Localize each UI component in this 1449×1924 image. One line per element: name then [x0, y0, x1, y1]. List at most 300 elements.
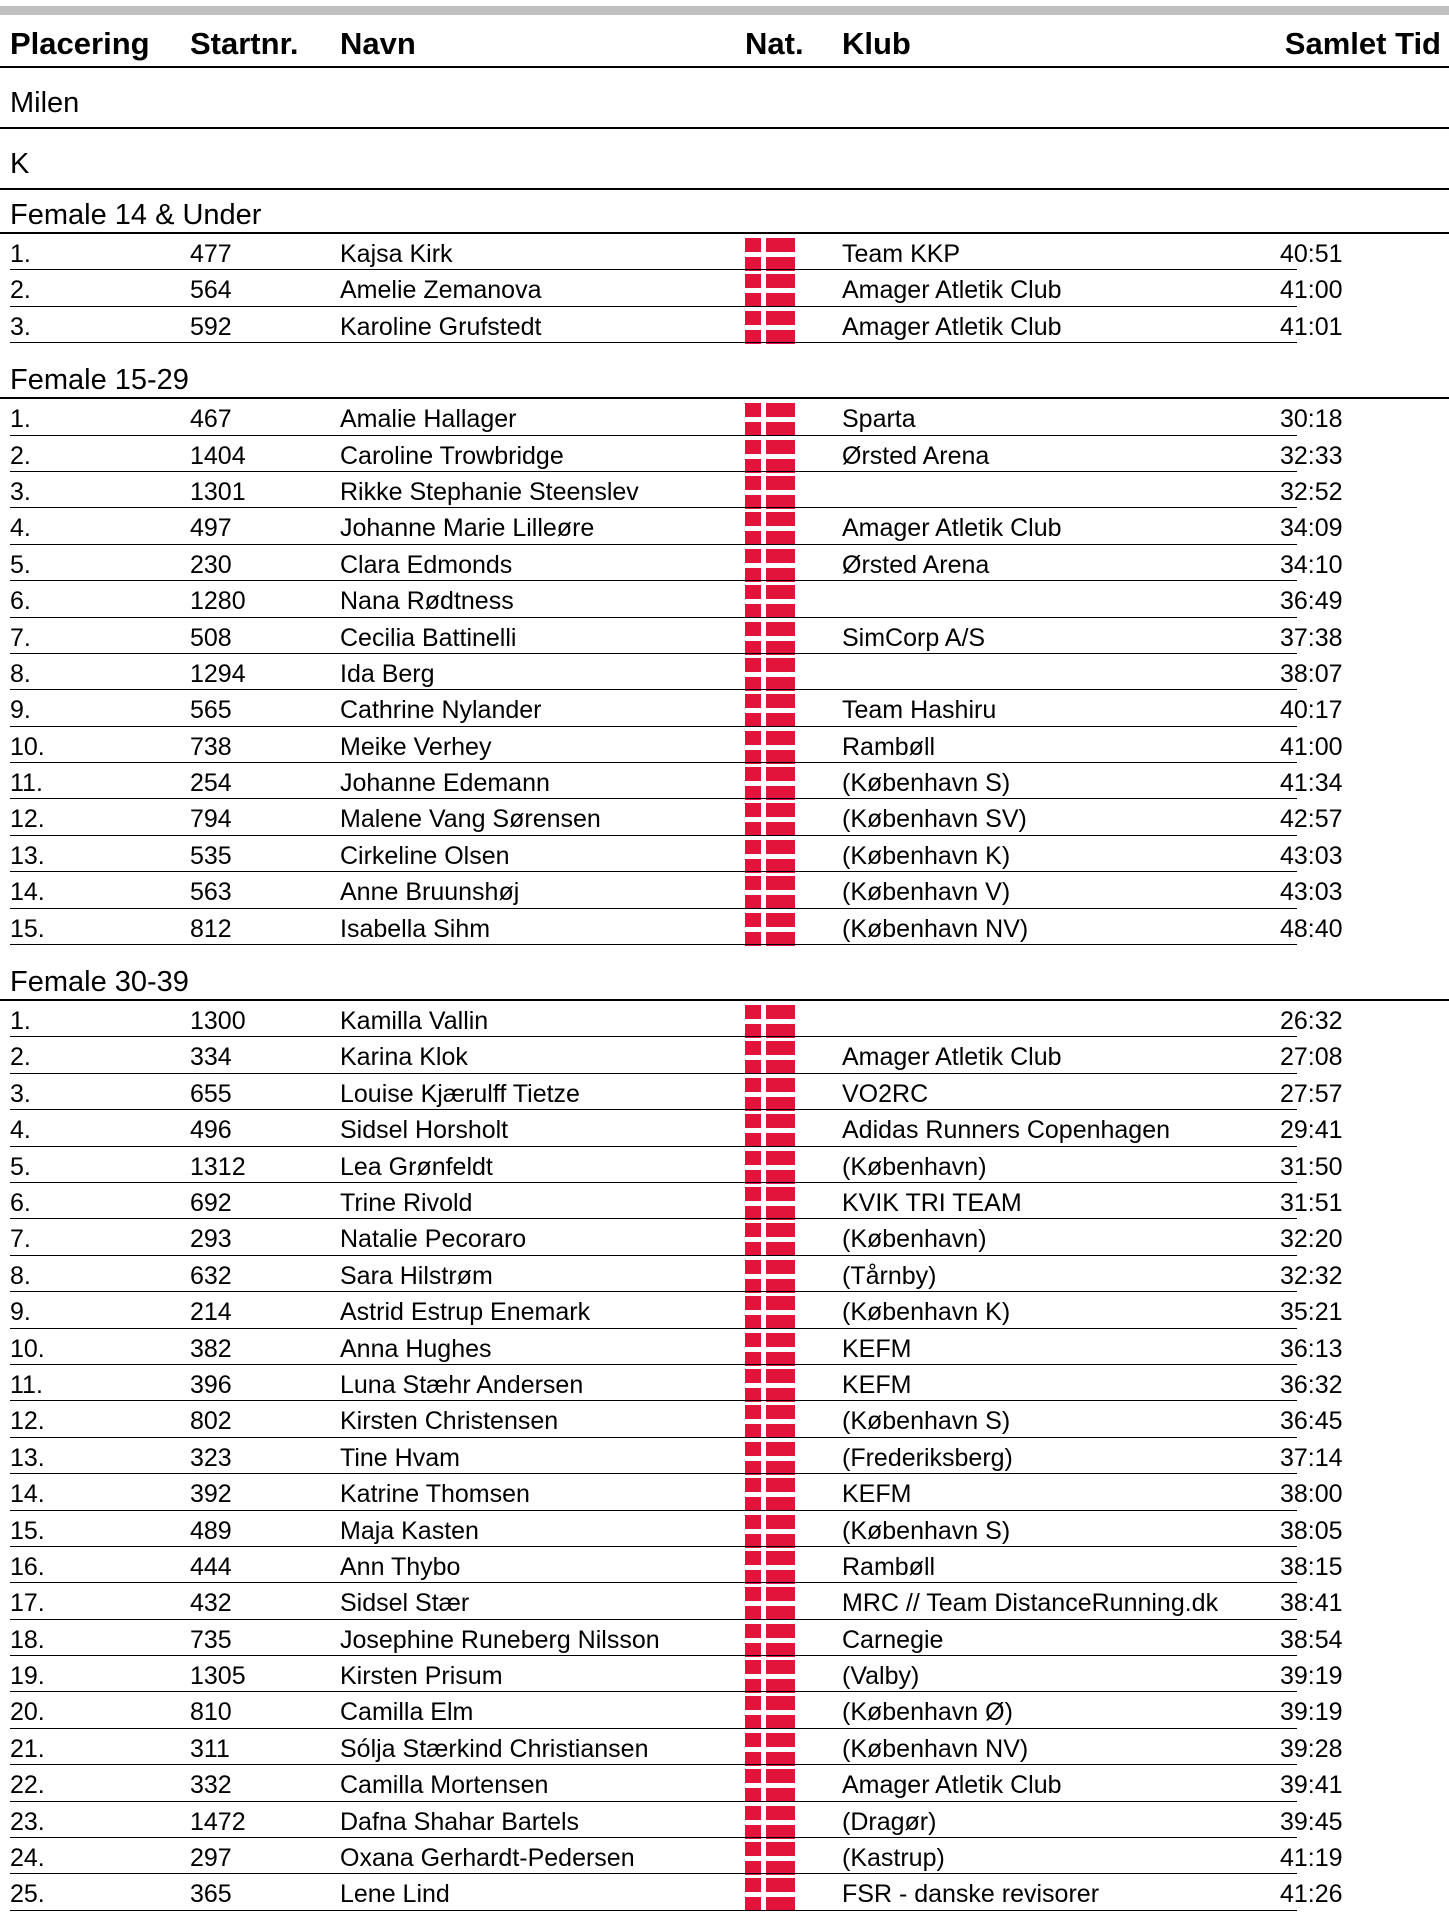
denmark-flag-icon	[745, 1187, 795, 1220]
denmark-flag-icon	[745, 1114, 795, 1147]
denmark-flag-icon	[745, 1515, 795, 1548]
total-time-cell: 40:51	[1280, 240, 1343, 268]
result-row[interactable]	[0, 307, 1449, 343]
total-time-cell: 36:45	[1280, 1407, 1343, 1436]
total-time-cell: 36:49	[1280, 587, 1343, 616]
placement-cell: 11.	[10, 1370, 43, 1399]
start-number-cell: 254	[190, 769, 232, 798]
start-number-cell: 1280	[190, 587, 246, 616]
start-number-cell: 497	[190, 514, 232, 543]
result-row[interactable]	[0, 1401, 1449, 1437]
denmark-flag-icon	[745, 1151, 795, 1184]
club-cell: KEFM	[842, 1480, 912, 1509]
start-number-cell: 565	[190, 696, 232, 725]
start-number-cell: 592	[190, 312, 232, 341]
runner-name-cell: Natalie Pecoraro	[340, 1225, 527, 1254]
race-name: Milen	[10, 87, 80, 119]
start-number-cell: 496	[190, 1116, 232, 1145]
total-time-cell: 41:01	[1280, 312, 1343, 341]
runner-name-cell: Anne Bruunshøj	[340, 878, 520, 907]
start-number-cell: 1472	[190, 1807, 246, 1836]
runner-name-cell: Cathrine Nylander	[340, 696, 542, 725]
runner-name-cell: Kamilla Vallin	[340, 1007, 489, 1036]
club-cell: (København S)	[842, 1407, 1011, 1436]
denmark-flag-icon	[745, 1478, 795, 1511]
club-cell: (København)	[842, 1152, 987, 1181]
placement-cell: 13.	[10, 1443, 45, 1472]
denmark-flag-icon	[745, 311, 795, 344]
runner-name-cell: Amelie Zemanova	[340, 276, 542, 305]
placement-cell: 2.	[10, 276, 31, 305]
denmark-flag-icon	[745, 913, 795, 946]
denmark-flag-icon	[745, 403, 795, 436]
result-row[interactable]	[0, 909, 1449, 945]
placement-cell: 6.	[10, 1188, 31, 1217]
runner-name-cell: Luna Stæhr Andersen	[340, 1370, 584, 1399]
runner-name-cell: Cecilia Battinelli	[340, 623, 517, 652]
club-cell: VO2RC	[842, 1079, 929, 1108]
denmark-flag-icon	[745, 549, 795, 582]
column-header-samlet-tid[interactable]: Samlet Tid	[1284, 26, 1441, 61]
runner-name-cell: Sólja Stærkind Christiansen	[340, 1734, 649, 1763]
start-number-cell: 563	[190, 878, 232, 907]
total-time-cell: 27:08	[1280, 1043, 1343, 1072]
result-row[interactable]	[0, 618, 1449, 654]
denmark-flag-icon	[745, 1296, 795, 1329]
total-time-cell: 36:13	[1280, 1334, 1343, 1363]
placement-cell: 1.	[10, 240, 31, 268]
runner-name-cell: Anna Hughes	[340, 1334, 492, 1363]
club-cell: KEFM	[842, 1334, 912, 1363]
runner-name-cell: Johanne Edemann	[340, 769, 550, 798]
total-time-cell: 38:07	[1280, 659, 1343, 688]
result-row[interactable]	[0, 1110, 1449, 1146]
total-time-cell: 37:38	[1280, 623, 1343, 652]
gender-label: K	[10, 148, 30, 180]
result-row[interactable]	[0, 1729, 1449, 1765]
runner-name-cell: Katrine Thomsen	[340, 1480, 530, 1509]
club-cell: MRC // Team DistanceRunning.dk	[842, 1589, 1219, 1618]
total-time-cell: 32:20	[1280, 1225, 1343, 1254]
total-time-cell: 40:17	[1280, 696, 1343, 725]
runner-name-cell: Astrid Estrup Enemark	[340, 1298, 591, 1327]
club-cell: Sparta	[842, 405, 916, 434]
start-number-cell: 810	[190, 1698, 232, 1727]
gender-heading	[0, 129, 1449, 190]
age-group	[0, 959, 1449, 1911]
placement-cell: 1.	[10, 1007, 31, 1036]
result-row[interactable]	[0, 1147, 1449, 1183]
runner-name-cell: Sidsel Stær	[340, 1589, 470, 1618]
runner-name-cell: Meike Verhey	[340, 732, 492, 761]
placement-cell: 10.	[10, 1334, 45, 1363]
result-row[interactable]	[0, 836, 1449, 872]
result-row[interactable]	[0, 1511, 1449, 1547]
runner-name-cell: Kirsten Christensen	[340, 1407, 559, 1436]
start-number-cell: 311	[190, 1734, 230, 1763]
denmark-flag-icon	[745, 876, 795, 909]
result-row[interactable]	[0, 1365, 1449, 1401]
denmark-flag-icon	[745, 1842, 795, 1875]
runner-name-cell: Malene Vang Sørensen	[340, 805, 601, 834]
result-row[interactable]	[0, 872, 1449, 908]
total-time-cell: 41:34	[1280, 769, 1343, 798]
club-cell: Adidas Runners Copenhagen	[842, 1116, 1171, 1145]
runner-name-cell: Tine Hvam	[340, 1443, 460, 1472]
denmark-flag-icon	[745, 1660, 795, 1693]
runner-name-cell: Amalie Hallager	[340, 405, 517, 434]
placement-cell: 1.	[10, 405, 31, 434]
column-header-placering[interactable]: Placering	[10, 26, 150, 61]
start-number-cell: 632	[190, 1261, 232, 1290]
result-row[interactable]	[0, 1292, 1449, 1328]
total-time-cell: 48:40	[1280, 914, 1343, 943]
placement-cell: 14.	[10, 878, 45, 907]
age-group-title: Female 30-39	[10, 966, 189, 999]
club-cell: (Valby)	[842, 1662, 920, 1691]
total-time-cell: 41:19	[1280, 1844, 1343, 1873]
club-cell: Amager Atletik Club	[842, 312, 1062, 341]
result-row[interactable]	[0, 1256, 1449, 1292]
club-cell: Ørsted Arena	[842, 441, 990, 470]
club-cell: (Tårnby)	[842, 1261, 937, 1290]
results-content	[0, 68, 1449, 1911]
runner-name-cell: Clara Edmonds	[340, 550, 513, 579]
runner-name-cell: Karoline Grufstedt	[340, 312, 542, 341]
total-time-cell: 43:03	[1280, 841, 1343, 870]
club-cell: (Kastrup)	[842, 1844, 945, 1873]
denmark-flag-icon	[745, 1551, 795, 1584]
total-time-cell: 38:00	[1280, 1480, 1343, 1509]
placement-cell: 11.	[10, 769, 43, 798]
denmark-flag-icon	[745, 1369, 795, 1402]
total-time-cell: 32:52	[1280, 477, 1343, 506]
placement-cell: 23.	[10, 1807, 45, 1836]
denmark-flag-icon	[745, 1260, 795, 1293]
result-row[interactable]	[0, 690, 1449, 726]
start-number-cell: 293	[190, 1225, 232, 1254]
start-number-cell: 230	[190, 550, 232, 579]
runner-name-cell: Ann Thybo	[340, 1552, 461, 1581]
start-number-cell: 297	[190, 1844, 232, 1873]
start-number-cell: 214	[190, 1298, 232, 1327]
total-time-cell: 38:41	[1280, 1589, 1343, 1618]
club-cell: (København Ø)	[842, 1698, 1013, 1727]
denmark-flag-icon	[745, 840, 795, 873]
placement-cell: 4.	[10, 514, 31, 543]
placement-cell: 7.	[10, 623, 31, 652]
total-time-cell: 32:33	[1280, 441, 1343, 470]
club-cell: Rambøll	[842, 1552, 936, 1581]
group-spacer	[0, 343, 1449, 355]
club-cell: Amager Atletik Club	[842, 1771, 1062, 1800]
club-cell: (København V)	[842, 878, 1011, 907]
start-number-cell: 1404	[190, 441, 246, 470]
placement-cell: 12.	[10, 1407, 45, 1436]
start-number-cell: 392	[190, 1480, 232, 1509]
result-row[interactable]	[0, 1583, 1449, 1619]
result-row[interactable]	[0, 1765, 1449, 1801]
runner-name-cell: Josephine Runeberg Nilsson	[340, 1625, 660, 1654]
placement-cell: 17.	[10, 1589, 45, 1618]
club-cell: Rambøll	[842, 732, 936, 761]
result-row[interactable]	[0, 1474, 1449, 1510]
club-cell: KEFM	[842, 1370, 912, 1399]
denmark-flag-icon	[745, 694, 795, 727]
placement-cell: 25.	[10, 1880, 45, 1909]
total-time-cell: 39:45	[1280, 1807, 1343, 1836]
total-time-cell: 34:09	[1280, 514, 1343, 543]
result-row[interactable]	[0, 727, 1449, 763]
runner-name-cell: Kirsten Prisum	[340, 1662, 503, 1691]
club-cell: Team Hashiru	[842, 696, 997, 725]
column-header-nat[interactable]: Nat.	[745, 26, 804, 61]
placement-cell: 8.	[10, 1261, 31, 1290]
total-time-cell: 31:51	[1280, 1188, 1343, 1217]
runner-name-cell: Louise Kjærulff Tietze	[340, 1079, 580, 1108]
result-row[interactable]	[0, 654, 1449, 690]
result-row[interactable]	[0, 234, 1449, 270]
result-row[interactable]	[0, 545, 1449, 581]
start-number-cell: 432	[190, 1589, 232, 1618]
placement-cell: 15.	[10, 1516, 45, 1545]
runner-name-cell: Karina Klok	[340, 1043, 468, 1072]
runner-name-cell: Lene Lind	[340, 1880, 450, 1909]
start-number-cell: 738	[190, 732, 232, 761]
start-number-cell: 655	[190, 1079, 232, 1108]
column-header-navn[interactable]: Navn	[340, 26, 416, 61]
result-row[interactable]	[0, 799, 1449, 835]
start-number-cell: 508	[190, 623, 232, 652]
placement-cell: 20.	[10, 1698, 45, 1727]
placement-cell: 16.	[10, 1552, 45, 1581]
runner-name-cell: Nana Rødtness	[340, 587, 514, 616]
age-group-title: Female 14 & Under	[10, 199, 262, 231]
runner-name-cell: Caroline Trowbridge	[340, 441, 564, 470]
start-number-cell: 564	[190, 276, 232, 305]
start-number-cell: 382	[190, 1334, 232, 1363]
denmark-flag-icon	[745, 1769, 795, 1802]
denmark-flag-icon	[745, 767, 795, 800]
total-time-cell: 27:57	[1280, 1079, 1343, 1108]
runner-name-cell: Isabella Sihm	[340, 914, 491, 943]
placement-cell: 3.	[10, 312, 31, 341]
start-number-cell: 467	[190, 405, 232, 434]
denmark-flag-icon	[745, 585, 795, 618]
start-number-cell: 794	[190, 805, 232, 834]
start-number-cell: 477	[190, 240, 232, 268]
result-row[interactable]	[0, 1547, 1449, 1583]
club-cell: (Frederiksberg)	[842, 1443, 1013, 1472]
placement-cell: 14.	[10, 1480, 45, 1509]
total-time-cell: 43:03	[1280, 878, 1343, 907]
start-number-cell: 332	[190, 1771, 232, 1800]
denmark-flag-icon	[745, 1223, 795, 1256]
denmark-flag-icon	[745, 731, 795, 764]
result-row[interactable]	[0, 1692, 1449, 1728]
start-number-cell: 1312	[190, 1152, 246, 1181]
age-group-header	[0, 357, 1449, 399]
result-row[interactable]	[0, 763, 1449, 799]
start-number-cell: 812	[190, 914, 232, 943]
denmark-flag-icon	[745, 274, 795, 307]
start-number-cell: 334	[190, 1043, 232, 1072]
group-spacer	[0, 945, 1449, 957]
placement-cell: 9.	[10, 696, 31, 725]
club-cell: Team KKP	[842, 240, 961, 268]
start-number-cell: 735	[190, 1625, 232, 1654]
total-time-cell: 39:28	[1280, 1734, 1343, 1763]
denmark-flag-icon	[745, 1078, 795, 1111]
runner-name-cell: Camilla Elm	[340, 1698, 474, 1727]
start-number-cell: 1301	[190, 477, 246, 506]
result-row[interactable]	[0, 1074, 1449, 1110]
total-time-cell: 38:54	[1280, 1625, 1343, 1654]
result-row[interactable]	[0, 1620, 1449, 1656]
start-number-cell: 444	[190, 1552, 232, 1581]
runner-name-cell: Dafna Shahar Bartels	[340, 1807, 580, 1836]
result-row[interactable]	[0, 472, 1449, 508]
total-time-cell: 39:19	[1280, 1698, 1343, 1727]
total-time-cell: 41:00	[1280, 732, 1343, 761]
race-heading	[0, 68, 1449, 129]
result-row[interactable]	[0, 1037, 1449, 1073]
result-row[interactable]	[0, 1001, 1449, 1037]
result-row[interactable]	[0, 1838, 1449, 1874]
start-number-cell: 489	[190, 1516, 232, 1545]
placement-cell: 2.	[10, 1043, 31, 1072]
start-number-cell: 323	[190, 1443, 232, 1472]
club-cell: (København K)	[842, 1298, 1011, 1327]
total-time-cell: 37:14	[1280, 1443, 1343, 1472]
runner-name-cell: Sidsel Horsholt	[340, 1116, 509, 1145]
age-group	[0, 192, 1449, 355]
denmark-flag-icon	[745, 238, 795, 271]
denmark-flag-icon	[745, 1878, 795, 1911]
denmark-flag-icon	[745, 1005, 795, 1038]
denmark-flag-icon	[745, 1733, 795, 1766]
start-number-cell: 365	[190, 1880, 232, 1909]
result-row[interactable]	[0, 1183, 1449, 1219]
start-number-cell: 692	[190, 1188, 232, 1217]
total-time-cell: 36:32	[1280, 1370, 1343, 1399]
total-time-cell: 42:57	[1280, 805, 1343, 834]
club-cell: Amager Atletik Club	[842, 276, 1062, 305]
club-cell: KVIK TRI TEAM	[842, 1188, 1022, 1217]
placement-cell: 10.	[10, 732, 45, 761]
runner-name-cell: Camilla Mortensen	[340, 1771, 549, 1800]
club-cell: Amager Atletik Club	[842, 1043, 1062, 1072]
placement-cell: 21.	[10, 1734, 45, 1763]
total-time-cell: 31:50	[1280, 1152, 1343, 1181]
placement-cell: 4.	[10, 1116, 31, 1145]
denmark-flag-icon	[745, 1041, 795, 1074]
start-number-cell: 802	[190, 1407, 232, 1436]
start-number-cell: 1294	[190, 659, 246, 688]
placement-cell: 18.	[10, 1625, 45, 1654]
club-cell: (København)	[842, 1225, 987, 1254]
club-cell: Carnegie	[842, 1625, 944, 1654]
club-cell: (Dragør)	[842, 1807, 937, 1836]
runner-name-cell: Lea Grønfeldt	[340, 1152, 493, 1181]
total-time-cell: 32:32	[1280, 1261, 1343, 1290]
result-row[interactable]	[0, 581, 1449, 617]
result-row[interactable]	[0, 270, 1449, 306]
runner-name-cell: Trine Rivold	[340, 1188, 473, 1217]
result-row[interactable]	[0, 508, 1449, 544]
placement-cell: 15.	[10, 914, 45, 943]
result-row[interactable]	[0, 1219, 1449, 1255]
club-cell: (København NV)	[842, 1734, 1029, 1763]
age-group-title: Female 15-29	[10, 364, 189, 397]
placement-cell: 2.	[10, 441, 31, 470]
placement-cell: 6.	[10, 587, 31, 616]
placement-cell: 22.	[10, 1771, 45, 1800]
placement-cell: 7.	[10, 1225, 31, 1254]
club-cell: Amager Atletik Club	[842, 514, 1062, 543]
total-time-cell: 41:00	[1280, 276, 1343, 305]
runner-name-cell: Kajsa Kirk	[340, 240, 453, 268]
start-number-cell: 396	[190, 1370, 232, 1399]
age-group-header	[0, 192, 1449, 234]
start-number-cell: 1305	[190, 1662, 246, 1691]
total-time-cell: 26:32	[1280, 1007, 1343, 1036]
total-time-cell: 38:15	[1280, 1552, 1343, 1581]
club-cell: (København S)	[842, 769, 1011, 798]
club-cell: FSR - danske revisorer	[842, 1880, 1100, 1909]
total-time-cell: 30:18	[1280, 405, 1343, 434]
placement-cell: 9.	[10, 1298, 31, 1327]
club-cell: Ørsted Arena	[842, 550, 990, 579]
runner-name-cell: Sara Hilstrøm	[340, 1261, 493, 1290]
denmark-flag-icon	[745, 1405, 795, 1438]
result-row[interactable]	[0, 399, 1449, 435]
placement-cell: 19.	[10, 1662, 45, 1691]
results-table-header	[0, 18, 1449, 68]
club-cell: (København NV)	[842, 914, 1029, 943]
result-row[interactable]	[0, 1874, 1449, 1910]
column-header-klub[interactable]: Klub	[842, 26, 911, 61]
placement-cell: 5.	[10, 1152, 31, 1181]
club-cell: (København K)	[842, 841, 1011, 870]
column-header-startnr[interactable]: Startnr.	[190, 26, 299, 61]
result-row[interactable]	[0, 1802, 1449, 1838]
result-row[interactable]	[0, 1656, 1449, 1692]
runner-name-cell: Oxana Gerhardt-Pedersen	[340, 1844, 635, 1873]
placement-cell: 3.	[10, 477, 31, 506]
club-cell: SimCorp A/S	[842, 623, 986, 652]
club-cell: (København SV)	[842, 805, 1027, 834]
age-group-header	[0, 959, 1449, 1001]
denmark-flag-icon	[745, 512, 795, 545]
placement-cell: 8.	[10, 659, 31, 688]
result-row[interactable]	[0, 436, 1449, 472]
denmark-flag-icon	[745, 803, 795, 836]
denmark-flag-icon	[745, 1624, 795, 1657]
age-groups	[0, 192, 1449, 1911]
total-time-cell: 41:26	[1280, 1880, 1343, 1909]
result-row[interactable]	[0, 1329, 1449, 1365]
denmark-flag-icon	[745, 622, 795, 655]
denmark-flag-icon	[745, 1333, 795, 1366]
denmark-flag-icon	[745, 1806, 795, 1839]
denmark-flag-icon	[745, 1442, 795, 1475]
total-time-cell: 35:21	[1280, 1298, 1343, 1327]
runner-name-cell: Cirkeline Olsen	[340, 841, 510, 870]
age-group	[0, 357, 1449, 957]
result-row[interactable]	[0, 1438, 1449, 1474]
total-time-cell: 39:19	[1280, 1662, 1343, 1691]
